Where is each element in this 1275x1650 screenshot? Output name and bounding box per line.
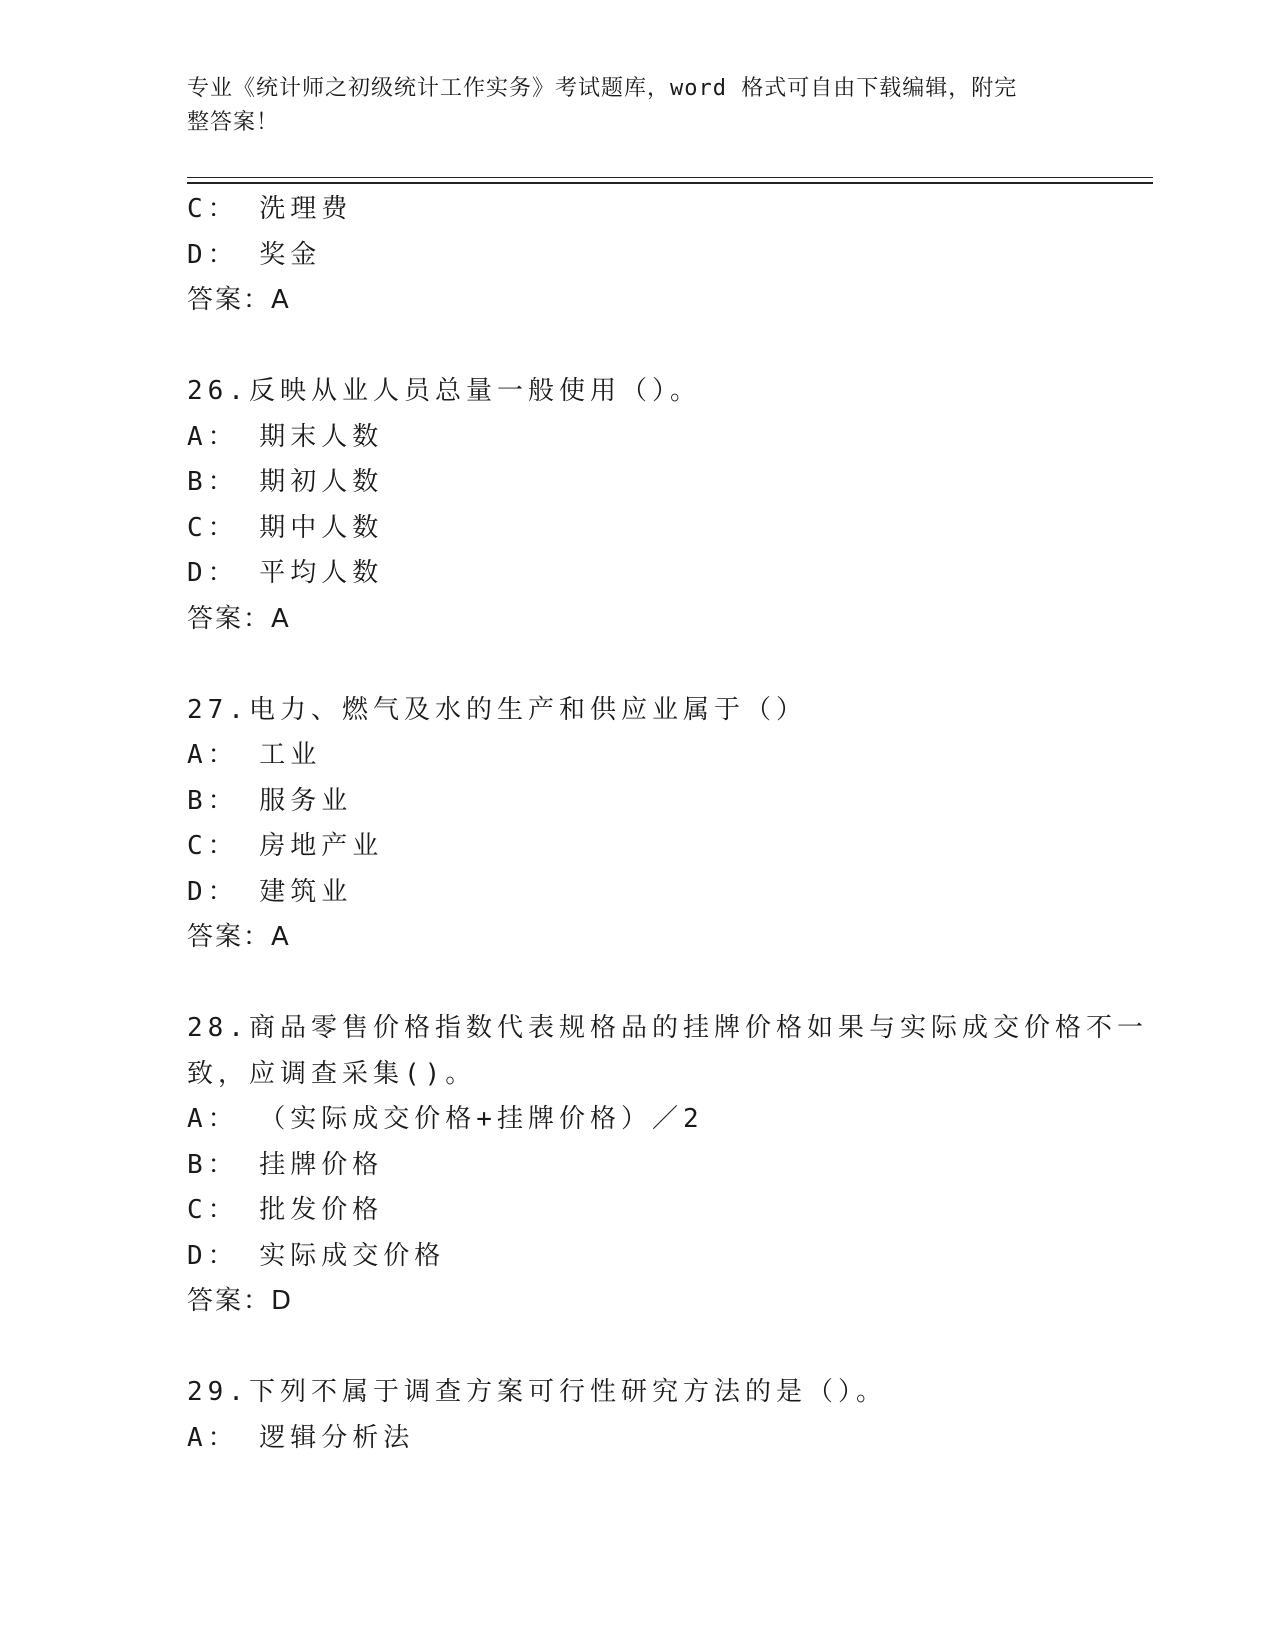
option-a: A： 期末人数 [187,421,384,452]
option-d: D： 奖金 [187,239,322,270]
option-c: C： 房地产业 [187,831,384,861]
question-stem: 29.下列不属于调查方案可行性研究方法的是（）。 [187,1377,887,1407]
header-divider-thin [187,177,1153,178]
question-stem: 26.反映从业人员总量一般使用（）。 [187,376,701,406]
question-26 [187,369,1087,642]
option-a: A： （实际成交价格+挂牌价格）／2 [187,1104,704,1134]
question-stem: 27.电力、燃气及水的生产和供应业属于（） [187,694,807,725]
option-b: B： 挂牌价格 [187,1149,384,1180]
answer-line: 答案：D [187,1286,294,1316]
option-d: D： 实际成交价格 [187,1240,446,1271]
question-fragment [187,187,1087,324]
option-c: C： 期中人数 [187,512,384,543]
answer-line: 答案：A [187,285,291,315]
option-c: C： 批发价格 [187,1195,384,1225]
question-list [187,187,1148,1461]
option-b: B： 服务业 [187,785,353,816]
question-29 [187,1370,1087,1461]
header-divider-thick [187,182,1153,184]
option-d: D： 建筑业 [187,876,353,907]
header-line-1: 专业《统计师之初级统计工作实务》考试题库，word 格式可自由下载编辑，附完 [187,76,1018,101]
question-stem-line-2: 致，应调查采集()。 [187,1058,477,1089]
option-d: D： 平均人数 [187,558,384,588]
option-c: C： 洗理费 [187,194,353,224]
question-28 [187,1006,1148,1325]
answer-line: 答案：A [187,603,291,634]
question-27 [187,688,1087,961]
document-header [187,72,1067,140]
option-a: A： 逻辑分析法 [187,1422,415,1453]
option-b: B： 期初人数 [187,467,384,497]
header-line-2: 整答案！ [187,110,280,135]
option-a: A： 工业 [187,740,322,770]
answer-line: 答案：A [187,922,291,952]
question-stem-line-1: 28.商品零售价格指数代表规格品的挂牌价格如果与实际成交价格不一 [187,1013,1148,1043]
